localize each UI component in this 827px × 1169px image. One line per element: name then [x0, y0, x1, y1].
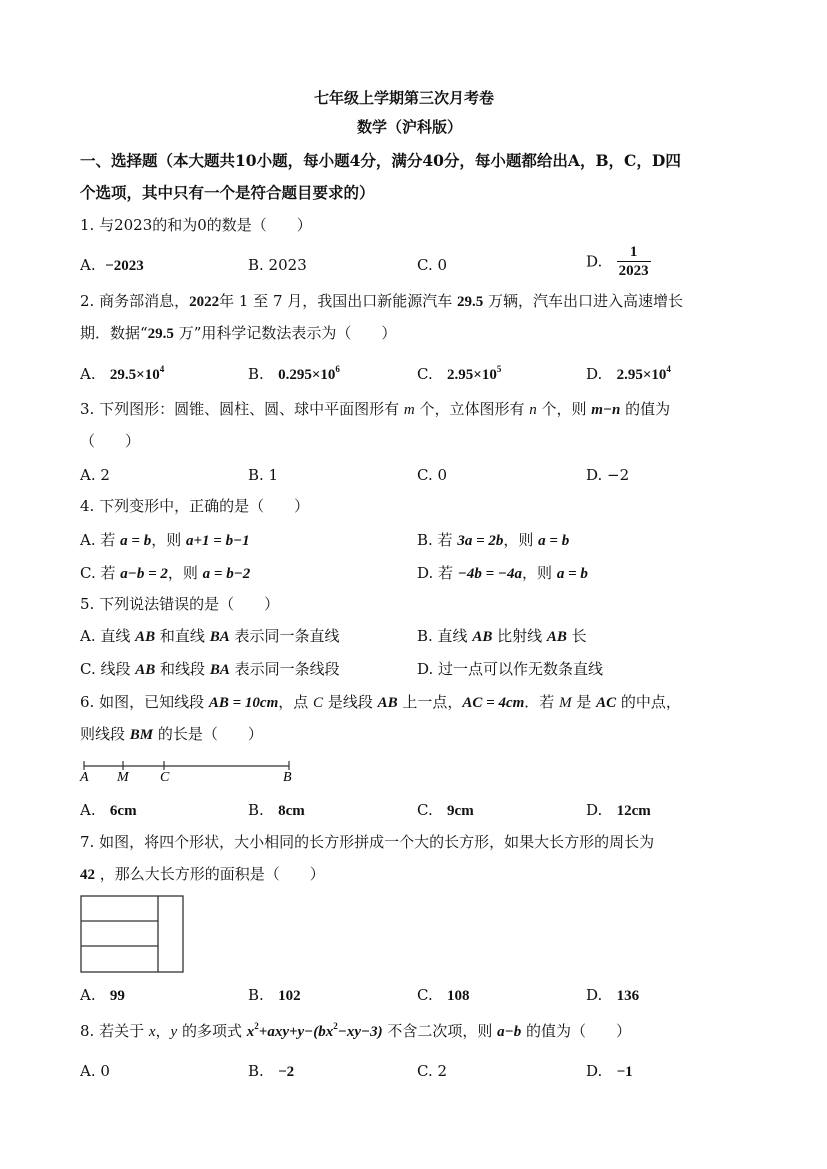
expression: a = b	[120, 533, 152, 549]
q4-option-b[interactable]	[417, 530, 569, 551]
text: 和直线	[155, 627, 210, 645]
exponent: 5	[496, 364, 502, 374]
q2-stem-line2	[80, 323, 396, 344]
point-m: M	[559, 695, 572, 711]
exponent: 4	[159, 364, 165, 374]
option-value: 2.95×10	[447, 367, 497, 383]
option-label: D.	[586, 801, 603, 819]
q2-stem-line1	[80, 291, 683, 312]
text: 万辆，汽车出口进入高速增长	[483, 292, 684, 310]
text: 和线段	[155, 660, 210, 678]
text: 表示同一条直线	[229, 627, 340, 645]
q7-option-d[interactable]	[586, 985, 639, 1006]
text: 长	[566, 627, 587, 645]
q1-stem: 1. 与2023的和为0的数是（ ）	[80, 216, 312, 234]
expression: AB	[546, 629, 567, 645]
q6-option-c[interactable]	[417, 800, 474, 821]
option-value: −1	[616, 1064, 633, 1080]
text: ，则	[151, 531, 186, 549]
q2-option-c[interactable]	[417, 364, 501, 385]
exponent: 4	[666, 364, 671, 374]
expression: AB = 10cm	[208, 695, 279, 711]
q8-option-b[interactable]	[248, 1061, 294, 1082]
text: 的值为（ ）	[521, 1022, 632, 1040]
q2-option-a[interactable]	[80, 364, 164, 385]
text: 个，则	[536, 400, 592, 418]
number: 29.5	[147, 326, 174, 342]
q2-option-d[interactable]	[586, 364, 671, 385]
q4-option-c[interactable]	[80, 563, 250, 584]
expression: BA	[209, 662, 230, 678]
segment-figure	[78, 756, 298, 786]
text: ．若	[524, 693, 560, 711]
text: 比射线	[492, 627, 547, 645]
text: 8. 若关于	[80, 1022, 149, 1040]
text: 3. 下列图形：圆锥、圆柱、圆、球中平面图形有	[80, 400, 404, 418]
option-label: B.	[248, 1062, 264, 1080]
text: 的长是（ ）	[153, 725, 263, 743]
q5-option-d[interactable]: D. 过一点可以作无数条直线	[417, 660, 604, 678]
q3-option-d[interactable]: D. −2	[586, 466, 630, 484]
expression: AC = 4cm	[462, 695, 525, 711]
text: 2. 商务部消息，	[80, 292, 190, 310]
expression: a−b = 2	[120, 566, 168, 582]
expression: AB	[135, 629, 156, 645]
text: 年 1 至 7 月，我国出口新能源汽车	[219, 292, 458, 310]
option-value: 6cm	[109, 803, 137, 819]
number: 29.5	[457, 294, 484, 310]
q6-stem-line1	[80, 692, 681, 713]
fraction-denominator: 2023	[618, 263, 649, 279]
option-value: −2	[278, 1064, 295, 1080]
label-m: M	[117, 770, 129, 785]
text: A. 若	[80, 531, 121, 549]
option-label: D.	[586, 1062, 603, 1080]
text: 上一点，	[397, 693, 463, 711]
q6-stem-line2	[80, 724, 263, 745]
q5-stem: 5. 下列说法错误的是（ ）	[80, 595, 280, 613]
q1-option-c[interactable]: C. 0	[417, 256, 448, 274]
number: 42	[80, 867, 95, 883]
option-value: 0.295×10	[278, 367, 336, 383]
expression: 3a = 2b	[457, 533, 504, 549]
q7-option-b[interactable]	[248, 985, 301, 1006]
label-b: B	[283, 770, 292, 785]
option-label: B.	[248, 365, 264, 383]
outer-rectangle	[81, 896, 183, 972]
text: D. 若	[417, 564, 458, 582]
expression: m−n	[591, 402, 621, 418]
option-value: 99	[109, 988, 125, 1004]
q6-option-d[interactable]	[586, 800, 651, 821]
q5-option-c[interactable]	[80, 659, 340, 680]
text: 表示同一条线段	[229, 660, 340, 678]
q7-option-a[interactable]	[80, 985, 125, 1006]
q3-option-b[interactable]: B. 1	[248, 466, 279, 484]
expression: AB	[135, 662, 156, 678]
expression: AB	[377, 695, 398, 711]
q5-option-b[interactable]	[417, 626, 587, 647]
expression: a = b	[556, 566, 588, 582]
option-value: 12cm	[616, 803, 651, 819]
option-label: D.	[586, 252, 603, 271]
q5-option-a[interactable]	[80, 626, 340, 647]
label-a: A	[80, 770, 89, 785]
expression: BA	[209, 629, 230, 645]
text: ，则	[503, 531, 539, 549]
q3-stem-line2: （ ）	[80, 432, 141, 450]
text: 6. 如图，已知线段	[80, 693, 209, 711]
q8-stem	[80, 1021, 631, 1042]
option-value: 9cm	[447, 803, 474, 819]
text: 不含二次项，则	[382, 1022, 498, 1040]
q3-option-a[interactable]: A. 2	[80, 466, 110, 484]
text: 的中点，	[616, 693, 681, 711]
year: 2022	[189, 294, 220, 310]
q6-option-b[interactable]	[248, 800, 305, 821]
q3-stem-line1	[80, 399, 670, 420]
text: 期．数据“	[80, 324, 148, 342]
text: B. 若	[417, 531, 458, 549]
q7-stem-line1: 7. 如图，将四个形状，大小相同的长方形拼成一个大的长方形，如果大长方形的周长为	[80, 833, 655, 851]
expression: a+1 = b−1	[185, 533, 250, 549]
text: A. 直线	[80, 627, 136, 645]
polynomial: x	[246, 1024, 255, 1040]
text: ，则	[167, 564, 203, 582]
var-n: n	[529, 402, 537, 418]
q4-stem: 4. 下列变形中，正确的是（ ）	[80, 497, 310, 515]
section-heading-line1: 一、选择题（本大题共10小题，每小题4分，满分40分，每小题都给出A，B，C，D四	[80, 151, 681, 170]
option-label: B.	[248, 986, 264, 1004]
q3-option-c[interactable]: C. 0	[417, 466, 448, 484]
option-label: A.	[80, 256, 96, 274]
option-value: 29.5×10	[109, 367, 160, 383]
rectangle-figure	[80, 895, 186, 975]
var-m: m	[403, 402, 415, 418]
text: C. 若	[80, 564, 121, 582]
text: 则线段	[80, 725, 130, 743]
text: 是线段	[323, 693, 378, 711]
option-value: 8cm	[278, 803, 305, 819]
q4-option-d[interactable]	[417, 563, 588, 584]
polynomial: +axy+y−(bx	[258, 1024, 334, 1040]
page-subtitle: 数学（沪科版）	[357, 118, 463, 136]
page-title: 七年级上学期第三次月考卷	[314, 89, 495, 107]
text: 万”用科学记数法表示为（ ）	[173, 324, 397, 342]
option-label: A.	[80, 986, 96, 1004]
text: 的值为	[620, 400, 671, 418]
text: ，那么大长方形的面积是（ ）	[99, 865, 325, 883]
exponent: 6	[335, 364, 340, 374]
q1-option-a[interactable]	[80, 255, 144, 276]
option-label: D.	[586, 365, 603, 383]
text: ，点	[278, 693, 314, 711]
option-label: D.	[586, 986, 603, 1004]
expression: −4b = −4a	[457, 566, 523, 582]
option-label: C.	[417, 801, 433, 819]
expression: BM	[129, 727, 154, 743]
expression: a = b	[538, 533, 570, 549]
option-value: 136	[616, 988, 640, 1004]
q1-option-b[interactable]: B. 2023	[248, 256, 307, 274]
q7-option-c[interactable]	[417, 985, 470, 1006]
fraction	[617, 243, 651, 280]
point-c: C	[313, 695, 324, 711]
option-label: B.	[248, 801, 264, 819]
expression: AC	[596, 695, 617, 711]
expression: a = b−2	[202, 566, 251, 582]
option-label: A.	[80, 801, 96, 819]
q2-option-b[interactable]	[248, 364, 340, 385]
text: 的多项式	[177, 1022, 247, 1040]
expression: a−b	[497, 1024, 522, 1040]
q8-option-d[interactable]	[586, 1061, 633, 1082]
option-value: 102	[278, 988, 301, 1004]
expression: AB	[472, 629, 493, 645]
section-heading-line2: 个选项，其中只有一个是符合题目要求的）	[80, 183, 375, 202]
q8-option-c[interactable]: C. 2	[417, 1062, 448, 1080]
text: ，则	[522, 564, 557, 582]
text: C. 线段	[80, 660, 136, 678]
option-label: A.	[80, 365, 96, 383]
option-value: 108	[447, 988, 470, 1004]
exponent: 2	[333, 1021, 338, 1031]
fraction-numerator: 1	[617, 243, 651, 262]
var-x: x	[148, 1024, 156, 1040]
text: 个，立体图形有	[414, 400, 530, 418]
polynomial: −xy−3)	[337, 1024, 383, 1040]
var-y: y	[170, 1024, 178, 1040]
q7-stem-line2	[80, 864, 325, 885]
exponent: 2	[254, 1021, 259, 1031]
text: 是	[571, 693, 597, 711]
q4-option-a[interactable]	[80, 530, 250, 551]
option-value: 2.95×10	[616, 367, 667, 383]
text: B. 直线	[417, 627, 473, 645]
text: ，	[155, 1022, 171, 1040]
label-c: C	[160, 770, 170, 785]
q8-option-a[interactable]: A. 0	[80, 1062, 110, 1080]
q1-option-d[interactable]	[586, 243, 651, 280]
option-label: C.	[417, 986, 433, 1004]
option-value: −2023	[105, 258, 144, 274]
option-label: C.	[417, 365, 433, 383]
q6-option-a[interactable]	[80, 800, 137, 821]
